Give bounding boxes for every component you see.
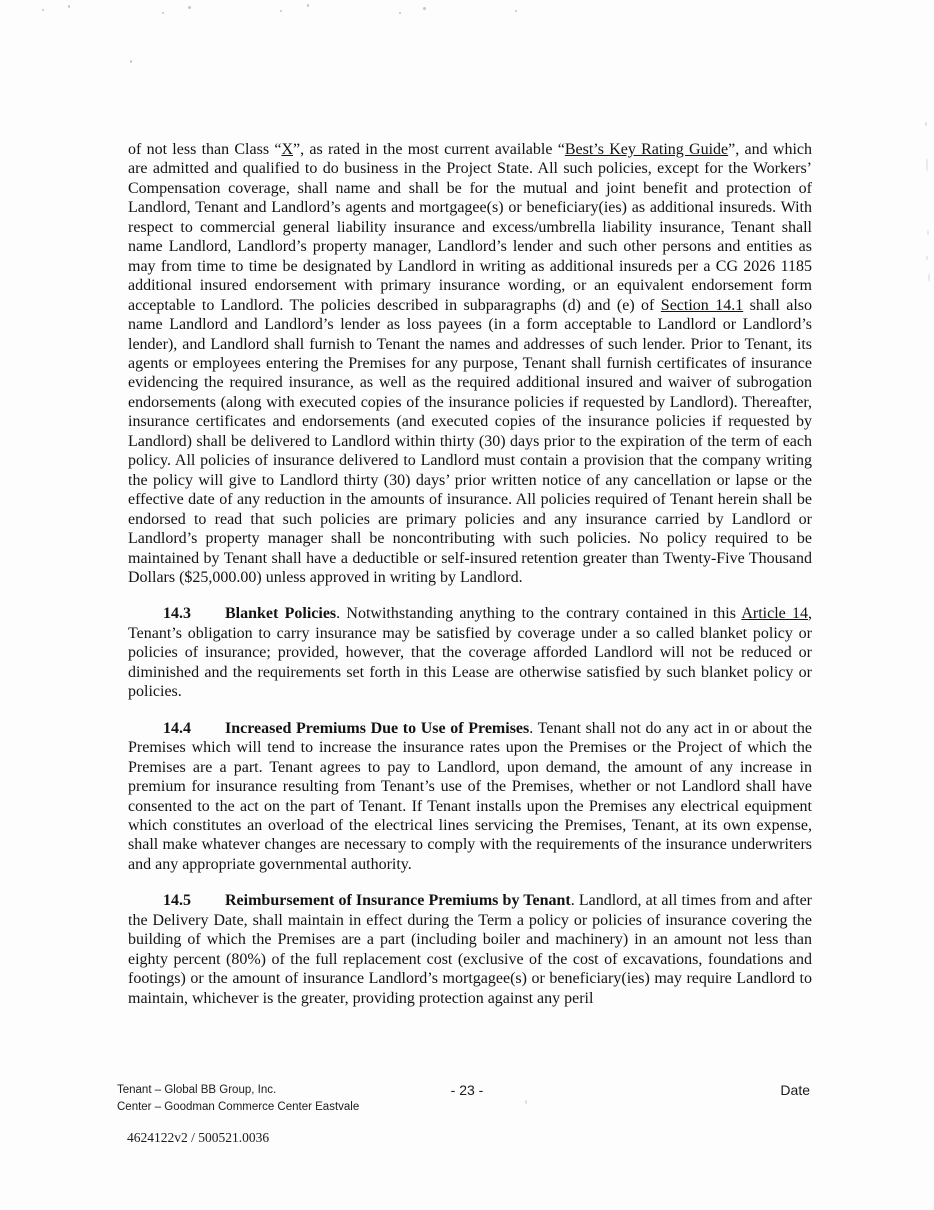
section-number: 14.3	[163, 605, 191, 623]
paragraph-text: ”, and which are admitted and qualified to do business in the Project State. All such policies, except for the Workers’ Compensation coverage, shall name and shall be for the mutual and joint benefit and protection of Landlord, Tenant and Landlord’s agents and mortgagee(s) or beneficiary(ies) as additional insureds. With respect to commercial general liability insurance and excess/umbrella liability insurance, Tenant shall name Landlord, Landlord’s property manager, Landlord’s lender and such other persons and entities as may from time to time be designated by Landlord in writing as additional insureds per a CG 2026 1185 additional insured endorsement with primary insurance wording, or an equivalent endorsement form acceptable to Landlord. The policies described in subparagraphs (d) and (e) of	[128, 141, 812, 314]
scan-speck	[68, 5, 70, 8]
scan-speck	[515, 10, 517, 12]
paragraph-text: shall also name Landlord and Landlord’s lender as loss payees (in a form acceptable to Landlord or Landlord’s lender), and Landlord shall furnish to Tenant the names and addresses of such lender. Prior to Tenant, its agents or employees entering the Premises for any purpose, Tenant shall furnish certificates of insurance evidencing the required insurance, as well as the required additional insured and waiver of subrogation endorsements (along with executed copies of the insurance policies if requested by Landlord). Thereafter, insurance certificates and endorsements (and executed copies of the insurance policies if requested by Landlord) shall be delivered to Landlord within thirty (30) days prior to the expiration of the term of each policy. All policies of insurance delivered to Landlord must contain a provision that the company writing the policy will give to Landlord thirty (30) days’ prior written notice of any cancellation or lapse or the effective date of any reduction in the amounts of insurance. All policies required of Tenant herein shall be endorsed to read that such policies are primary policies and any insurance carried by Landlord or Landlord’s property manager shall be noncontributing with such policies. No policy required to be maintained by Tenant shall have a deductible or self-insured retention greater than Twenty-Five Thousand Dollars ($25,000.00) unless approved in writing by Landlord.	[128, 296, 813, 586]
scan-speck	[927, 230, 929, 235]
scan-speck	[928, 273, 930, 282]
section-number: 14.5	[163, 892, 191, 910]
class-x-reference: X	[281, 141, 293, 158]
scan-speck	[42, 9, 44, 11]
scan-speck	[926, 158, 928, 172]
scan-speck	[399, 12, 401, 14]
section-number: 14.4	[163, 719, 191, 737]
lease-body-text	[128, 140, 812, 1008]
section-title: Reimbursement of Insurance Premiums by Tenant	[225, 892, 571, 910]
section-body: . Landlord, at all times from and after the Delivery Date, shall maintain in effect during the Term a policy or policies of insurance covering the building of which the Premises are a part (including boiler and machinery) in an amount not less than eighty percent (80%) of the full replacement cost (exclusive of the cost of excavations, foundations and footings) or the amount of insurance Landlord’s mortgagee(s) or beneficiary(ies) may require Landlord to maintain, whichever is the greater, providing protection against any peril	[128, 892, 813, 1007]
page-number: - 23 -	[450, 1082, 484, 1098]
scan-speck	[280, 10, 282, 12]
section-paragraph-14-3	[128, 604, 812, 701]
scan-speck	[525, 1100, 527, 1104]
section-body: . Notwithstanding anything to the contrary contained in this	[336, 605, 742, 623]
date-label: Date	[780, 1082, 810, 1098]
document-number: 4624122v2 / 500521.0036	[127, 1130, 270, 1145]
section-paragraph-14-4	[128, 719, 812, 875]
scan-speck	[307, 4, 309, 7]
section-body: . Tenant shall not do any act in or about the Premises which will tend to increase the insurance rates upon the Premises or the Project of which the Premises are a part. Tenant agrees to pay to Landlord, upon demand, the amount of any increase in premium for insurance resulting from Tenant’s use of the Premises, whether or not Landlord shall have consented to the act on the part of Tenant. If Tenant installs upon the Premises any electrical equipment which constitutes an overload of the electrical lines servicing the Premises, Tenant, at its own expense, shall make whatever changes are necessary to comply with the requirements of the insurance underwriters and any appropriate governmental authority.	[128, 719, 813, 873]
best-key-rating-guide-reference: Best’s Key Rating Guide	[564, 141, 729, 158]
scan-speck	[925, 122, 927, 126]
section-paragraph-14-5	[128, 891, 812, 1008]
scan-speck	[130, 60, 132, 63]
scan-speck	[926, 256, 928, 260]
section-body: , Tenant’s obligation to carry insurance may be satisfied by coverage under a so called blanket policy or policies of insurance; provided, however, that the coverage afforded Landlord will not be reduced or diminished and the requirements set forth in this Lease are otherwise satisfied by such blanket policy or policies.	[128, 605, 813, 701]
article-14-reference: Article 14	[741, 605, 809, 623]
scan-speck	[423, 7, 426, 10]
paragraph-text: of not less than Class “	[128, 141, 282, 158]
footer-center-line: Center – Goodman Commerce Center Eastvale	[117, 1101, 360, 1113]
scan-speck	[188, 6, 191, 9]
scan-speck	[162, 12, 164, 14]
section-title: Blanket Policies	[225, 605, 337, 623]
section-title: Increased Premiums Due to Use of Premises	[225, 719, 530, 737]
section-14-1-reference: Section 14.1	[660, 296, 744, 314]
paragraph-insurance-continuation	[128, 140, 812, 587]
paragraph-text: ”, as rated in the most current available “	[293, 141, 565, 158]
footer-tenant-line: Tenant – Global BB Group, Inc.	[117, 1084, 277, 1096]
